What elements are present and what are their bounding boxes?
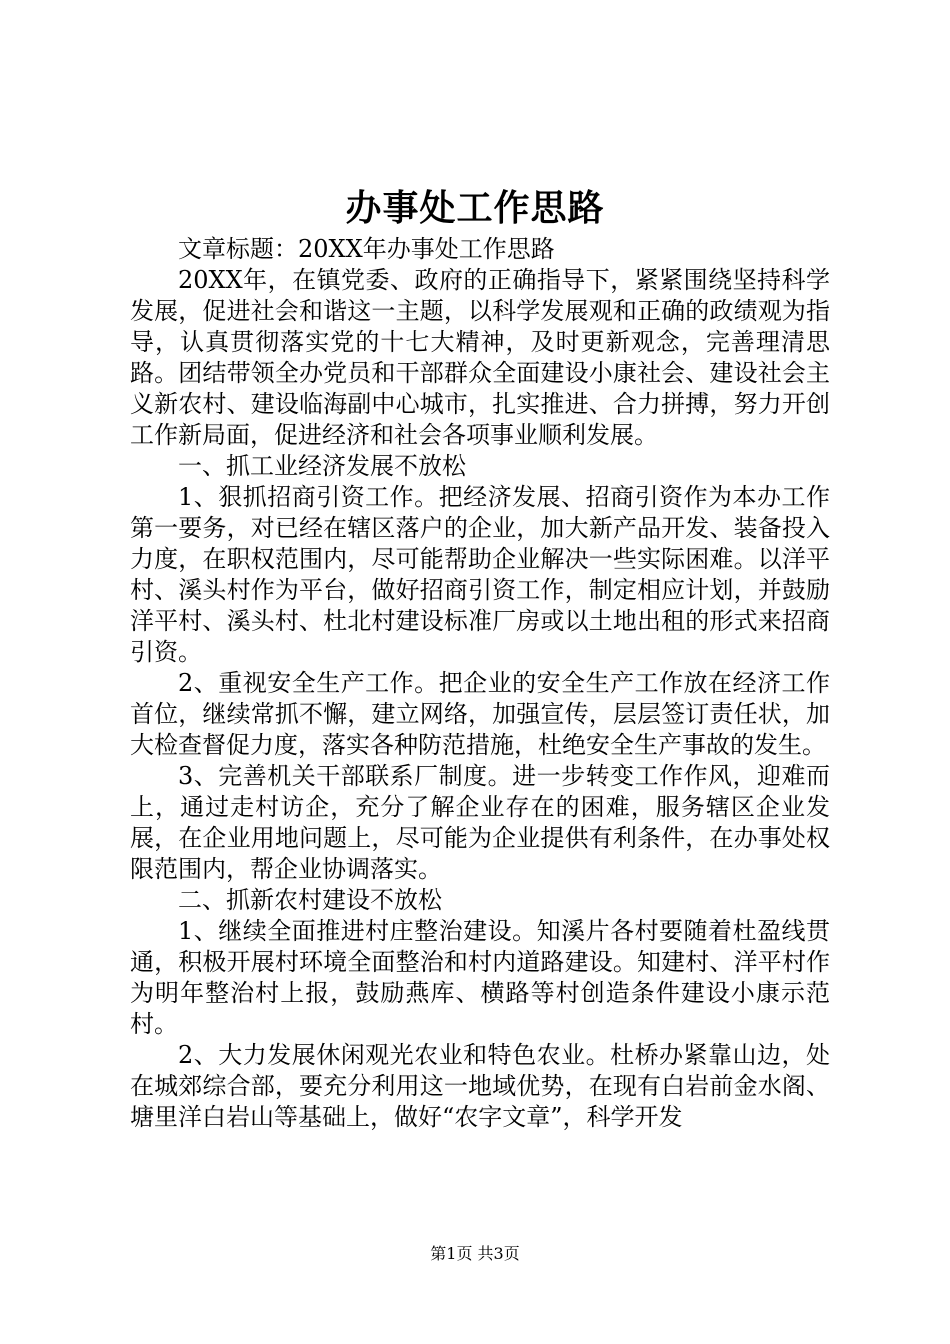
paragraph: 1、继续全面推进村庄整治建设。知溪片各村要随着杜盈线贯通，积极开展村环境全面整治和村内道路建设。知建村、洋平村作为明年整治村上报，鼓励燕库、横路等村创造条件建设小康示范村。: [130, 917, 830, 1038]
paragraph: 2、大力发展休闲观光农业和特色农业。杜桥办紧靠山边，处在城郊综合部，要充分利用这一地域优势，在现有白岩前金水阁、塘里洋白岩山等基础上，做好“农字文章”，科学开发: [130, 1041, 830, 1131]
document-title: 办事处工作思路: [345, 187, 605, 229]
section-heading: 二、抓新农村建设不放松: [178, 886, 442, 914]
paragraph: 3、完善机关干部联系厂制度。进一步转变工作作风，迎难而上，通过走村访企，充分了解企业存在的困难，服务辖区企业发展，在企业用地问题上，尽可能为企业提供有利条件，在办事处权限范围内，帮企业协调落实。: [130, 762, 830, 883]
paragraph: 20XX年，在镇党委、政府的正确指导下，紧紧围绕坚持科学发展，促进社会和谐这一主题，以科学发展观和正确的政绩观为指导，认真贯彻落实党的十七大精神，及时更新观念，完善理清思路。团结带领全办党员和干部群众全面建设小康社会、建设社会主义新农村、建设临海副中心城市，扎实推进、合力拼搏，努力开创工作新局面，促进经济和社会各项事业顺利发展。: [130, 266, 830, 449]
page-number-footer: 第1页 共3页: [430, 1244, 520, 1263]
paragraph: 1、狠抓招商引资工作。把经济发展、招商引资作为本办工作第一要务，对已经在辖区落户的企业，加大新产品开发、装备投入力度，在职权范围内，尽可能帮助企业解决一些实际困难。以洋平村、溪头村作为平台，做好招商引资工作，制定相应计划，并鼓励洋平村、溪头村、杜北村建设标准厂房或以土地出租的形式来招商引资。: [130, 483, 830, 666]
section-heading: 一、抓工业经济发展不放松: [178, 452, 466, 480]
document-body: [130, 234, 830, 1133]
article-heading-line: 文章标题：20XX年办事处工作思路: [178, 235, 555, 263]
paragraph: 2、重视安全生产工作。把企业的安全生产工作放在经济工作首位，继续常抓不懈，建立网络，加强宣传，层层签订责任状，加大检查督促力度，落实各种防范措施，杜绝安全生产事故的发生。: [130, 669, 830, 759]
